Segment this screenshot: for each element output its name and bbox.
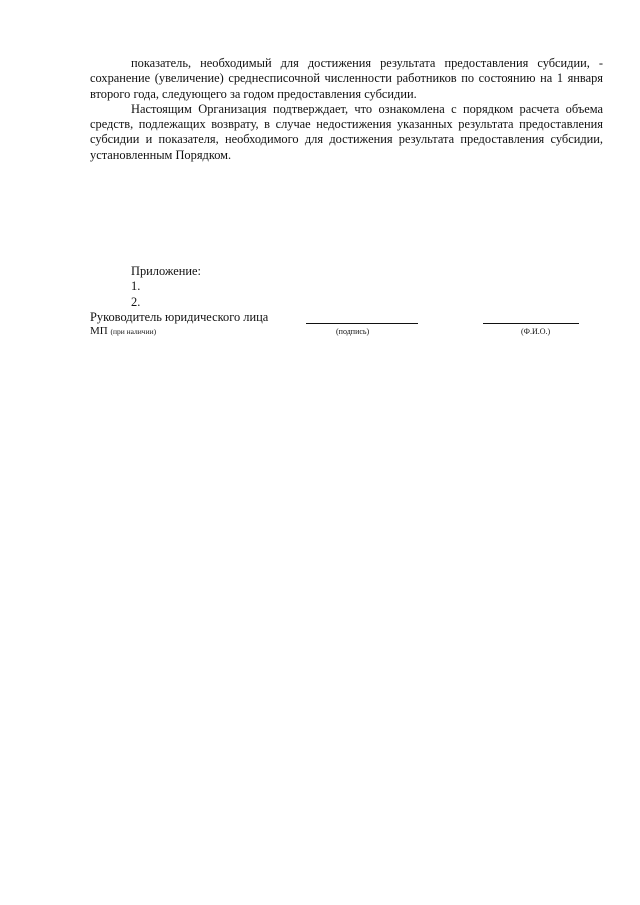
signature-row	[90, 310, 603, 326]
signatory-label: Руководитель юридического лица	[90, 310, 269, 324]
attachments-heading: Приложение:	[131, 264, 201, 278]
seal-note: (при наличии)	[110, 327, 157, 336]
name-line	[483, 323, 579, 324]
signature-line	[306, 323, 418, 324]
paragraph-indicator: показатель, необходимый для достижения результата предоставления субсидии, - сохранение (увеличение) среднесписочной численности работников по состоянию на 1 января второго года, следующего за годом предоставления субсидии.	[90, 56, 603, 101]
document-body	[90, 56, 603, 163]
name-caption: (Ф.И.О.)	[521, 327, 551, 336]
seal-label: МП	[90, 325, 108, 337]
signature-caption: (подпись)	[336, 327, 370, 336]
attachment-item-2: 2.	[131, 294, 141, 309]
attachments-block	[131, 264, 201, 310]
seal-mark	[90, 326, 156, 337]
signature-captions	[90, 326, 603, 338]
attachment-item-1: 1.	[131, 279, 141, 294]
paragraph-confirmation: Настоящим Организация подтверждает, что ознакомлена с порядком расчета объема средств, подлежащих возврату, в случае недостижения указанных результата предоставления субсидии и показателя, необходимого для достижения результата предоставления субсидии, установленным Порядком.	[90, 101, 603, 162]
